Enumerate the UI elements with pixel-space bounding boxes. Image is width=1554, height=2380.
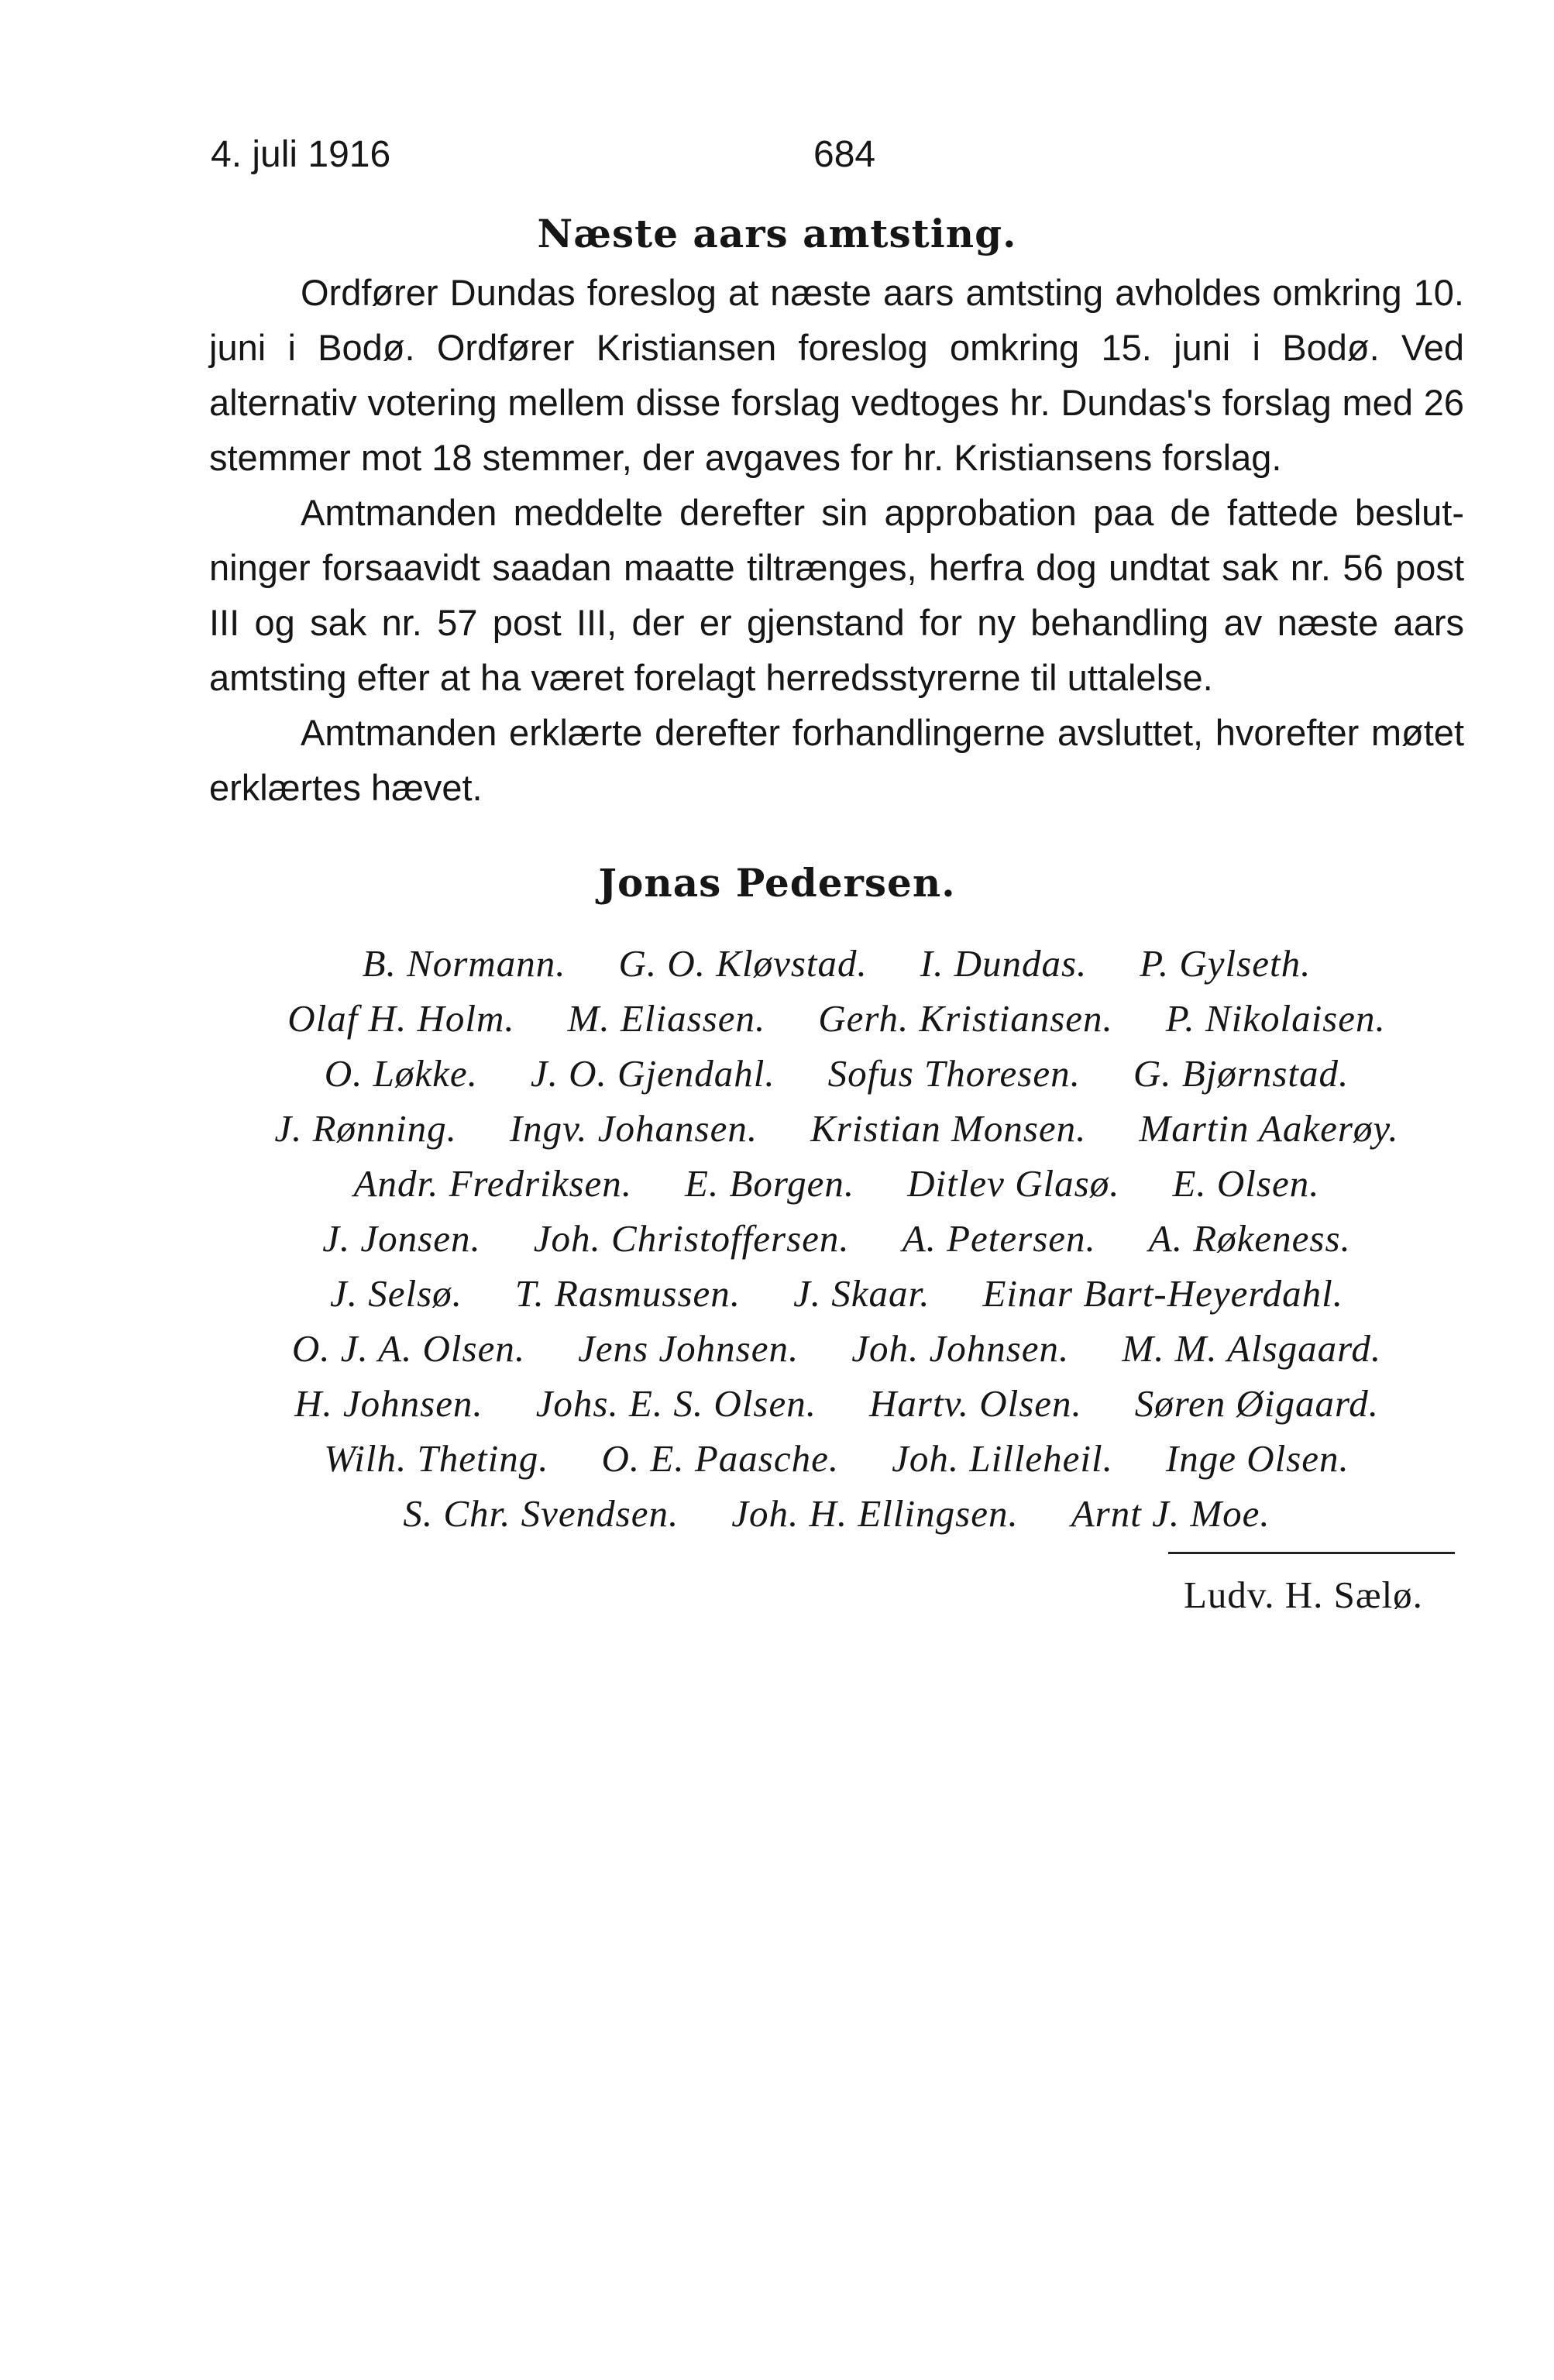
signature-name: Martin Aakerøy. [1139, 1107, 1399, 1150]
signature-row [201, 1046, 1472, 1101]
signature-row [201, 1211, 1472, 1266]
signature-name: O. E. Paasche. [601, 1437, 840, 1480]
signature-name: Andr. Fredriksen. [353, 1162, 633, 1205]
signature-name: O. J. A. Olsen. [291, 1327, 526, 1370]
signature-name: Jens Johnsen. [578, 1327, 799, 1370]
signature-name: Inge Olsen. [1165, 1437, 1349, 1480]
signature-name: J. Skaar. [793, 1272, 930, 1315]
section-title: Næste aars amtsting. [537, 211, 1017, 256]
signature-row [201, 936, 1472, 991]
signature-row [201, 1156, 1472, 1211]
signature-name: P. Gylseth. [1140, 942, 1312, 985]
signature-name: G. Bjørnstad. [1133, 1052, 1349, 1095]
signature-row [201, 1101, 1472, 1156]
signature-name: A. Petersen. [902, 1217, 1096, 1260]
signature-name: G. O. Kløvstad. [618, 942, 868, 985]
page-number: 684 [813, 134, 876, 175]
signature-name: M. Eliassen. [567, 997, 766, 1040]
signature-name: Gerh. Kristiansen. [818, 997, 1113, 1040]
signature-name: H. Johnsen. [294, 1382, 483, 1425]
signature-row [201, 1376, 1472, 1431]
chairman-signature: Jonas Pedersen. [598, 860, 956, 906]
signature-name: Arnt J. Moe. [1071, 1492, 1270, 1535]
signature-name: Joh. Christoffersen. [533, 1217, 850, 1260]
signature-name: E. Olsen. [1172, 1162, 1320, 1205]
page-header [211, 133, 1481, 180]
signature-name: Joh. Johnsen. [851, 1327, 1070, 1370]
secretary-signature: Ludv. H. Sælø. [1184, 1573, 1423, 1616]
signature-name: Joh. Lilleheil. [892, 1437, 1113, 1480]
signature-row [201, 1431, 1472, 1486]
signature-name: Wilh. Theting. [324, 1437, 549, 1480]
paragraph: Amtmanden erklærte derefter forhandlingerne avsluttet, hvorefter møtet erklærtes hævet. [209, 712, 1464, 808]
signature-name: E. Borgen. [685, 1162, 855, 1205]
signature-name: J. Rønning. [274, 1107, 457, 1150]
paragraph: Amtmanden meddelte derefter sin approbation paa de fattede beslutninger forsaavidt saadan maatte tiltrænges, herfra dog undtat sak nr. 56 post III og sak nr. 57 post III, der er gjenstand for ny behandling av næste aars amtsting efter at ha været forelagt herredsstyrerne til uttalelse. [209, 492, 1464, 698]
body-text [209, 265, 1464, 815]
signature-name: Søren Øigaard. [1134, 1382, 1380, 1425]
signature-name: Einar Bart-Heyerdahl. [982, 1272, 1343, 1315]
signature-name: Hartv. Olsen. [869, 1382, 1082, 1425]
signature-row [201, 1266, 1472, 1321]
signature-name: Ingv. Johansen. [509, 1107, 758, 1150]
signature-name: O. Løkke. [324, 1052, 478, 1095]
header-date: 4. juli 1916 [211, 134, 391, 175]
signature-name: M. M. Alsgaard. [1122, 1327, 1382, 1370]
signature-row [201, 1486, 1472, 1541]
signature-name: I. Dundas. [920, 942, 1088, 985]
signature-name: Olaf H. Holm. [287, 997, 515, 1040]
signature-name: Johs. E. S. Olsen. [535, 1382, 817, 1425]
signature-name: P. Nikolaisen. [1165, 997, 1386, 1040]
signature-row [201, 1321, 1472, 1376]
signature-name: Joh. H. Ellingsen. [731, 1492, 1019, 1535]
signature-name: B. Normann. [362, 942, 566, 985]
divider-rule [1168, 1552, 1455, 1554]
paragraph: Ordfører Dundas foreslog at næste aars amtsting avholdes omkring 10. juni i Bodø. Ordfører Kristiansen foreslog omkring 15. juni i Bodø. Ved alternativ votering mellem disse forslag vedtoges hr. Dundas's forslag med 26 stemmer mot 18 stemmer, der avgaves for hr. Kristiansens forslag. [209, 272, 1464, 478]
signature-name: J. O. Gjendahl. [530, 1052, 775, 1095]
signature-name: Ditlev Glasø. [907, 1162, 1120, 1205]
signature-name: A. Røkeness. [1148, 1217, 1351, 1260]
signature-name: J. Jonsen. [322, 1217, 481, 1260]
signature-name: S. Chr. Svendsen. [403, 1492, 679, 1535]
signature-row [201, 991, 1472, 1046]
signature-name: T. Rasmussen. [514, 1272, 741, 1315]
signature-name: Sofus Thoresen. [827, 1052, 1081, 1095]
signature-name: J. Selsø. [329, 1272, 462, 1315]
signature-list [201, 936, 1472, 1541]
signature-name: Kristian Monsen. [810, 1107, 1087, 1150]
